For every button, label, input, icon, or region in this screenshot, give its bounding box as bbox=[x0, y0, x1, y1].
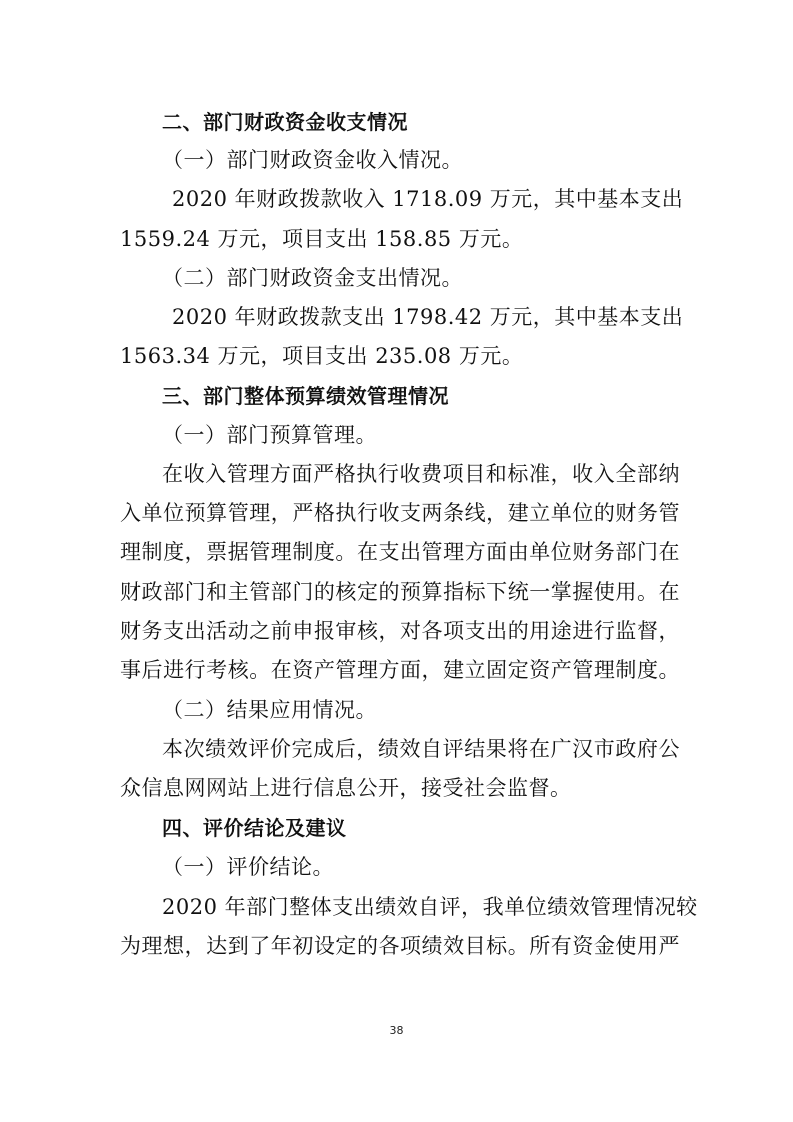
paragraph-line: 1559.24 万元，项目支出 158.85 万元。 bbox=[120, 227, 524, 251]
paragraph-line: 财务支出活动之前申报审核，对各项支出的用途进行监督， bbox=[120, 619, 680, 643]
paragraph-line: 2020 年部门整体支出绩效自评，我单位绩效管理情况较 bbox=[162, 895, 698, 919]
paragraph-line: 在收入管理方面严格执行收费项目和标准，收入全部纳 bbox=[162, 462, 680, 486]
paragraph-line: 本次绩效评价完成后，绩效自评结果将在广汉市政府公 bbox=[162, 737, 680, 761]
subheading-results-application: （二）结果应用情况。 bbox=[162, 698, 377, 722]
subheading-conclusion: （一）评价结论。 bbox=[162, 855, 334, 879]
paragraph-line: 财政部门和主管部门的核定的预算指标下统一掌握使用。在 bbox=[120, 580, 680, 604]
page-number: 38 bbox=[389, 1024, 404, 1037]
subheading-budget-management: （一）部门预算管理。 bbox=[162, 423, 377, 447]
paragraph-line: 事后进行考核。在资产管理方面，建立固定资产管理制度。 bbox=[120, 658, 680, 682]
paragraph-line: 1563.34 万元，项目支出 235.08 万元。 bbox=[120, 344, 524, 368]
subheading-income: （一）部门财政资金收入情况。 bbox=[162, 148, 463, 172]
paragraph-line: 众信息网网站上进行信息公开，接受社会监督。 bbox=[120, 776, 572, 800]
paragraph-line: 入单位预算管理，严格执行收支两条线，建立单位的财务管 bbox=[120, 501, 680, 525]
paragraph-line: 理制度，票据管理制度。在支出管理方面由单位财务部门在 bbox=[120, 540, 680, 564]
subheading-expenditure: （二）部门财政资金支出情况。 bbox=[162, 266, 463, 290]
paragraph-line: 为理想，达到了年初设定的各项绩效目标。所有资金使用严 bbox=[120, 934, 680, 958]
section-heading-2: 二、部门财政资金收支情况 bbox=[162, 110, 408, 134]
section-heading-3: 三、部门整体预算绩效管理情况 bbox=[162, 384, 449, 408]
paragraph-line: 2020 年财政拨款支出 1798.42 万元，其中基本支出 bbox=[172, 305, 684, 329]
section-heading-4: 四、评价结论及建议 bbox=[162, 816, 347, 840]
paragraph-line: 2020 年财政拨款收入 1718.09 万元，其中基本支出 bbox=[172, 187, 684, 211]
